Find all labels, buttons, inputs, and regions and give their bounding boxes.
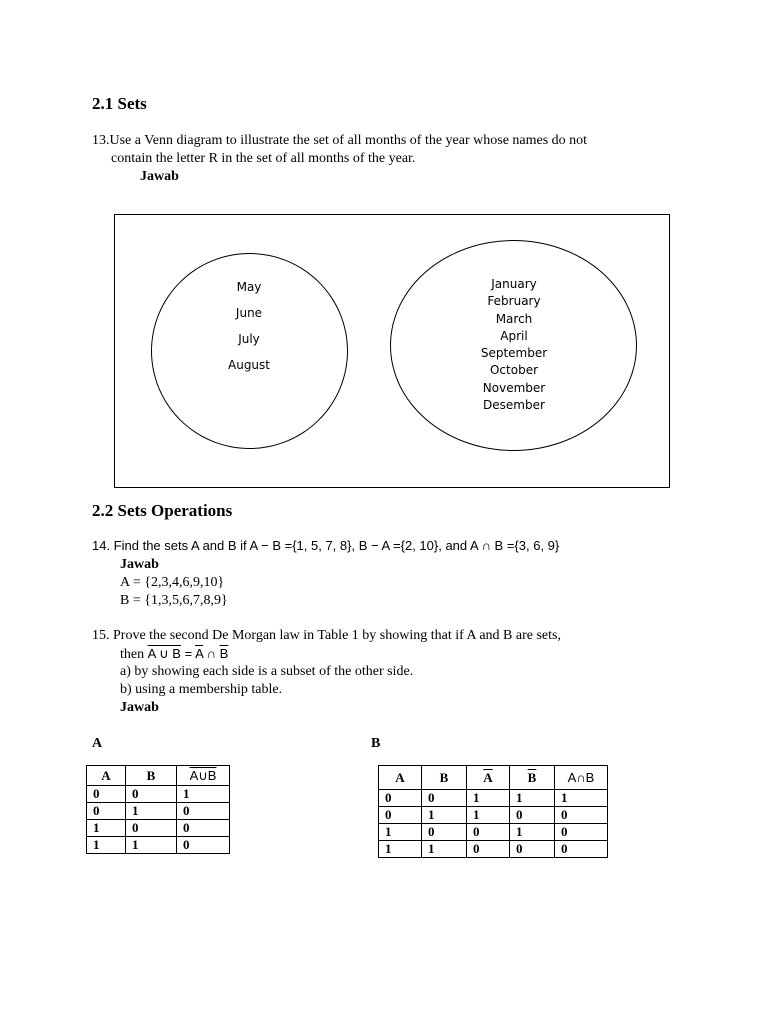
- table-row: [87, 786, 230, 803]
- section-heading-sets: 2.1 Sets: [92, 94, 147, 113]
- table-cell: 0: [87, 803, 126, 820]
- table-cell: 1: [555, 790, 608, 807]
- table-cell: 0: [555, 841, 608, 858]
- venn-month: April: [500, 328, 528, 343]
- equals-sign: =: [180, 646, 196, 661]
- venn-month: Desember: [483, 398, 545, 413]
- header-b: B: [126, 766, 177, 786]
- table-cell: 1: [126, 837, 177, 854]
- venn-right-set: [462, 276, 566, 414]
- table-cell: 0: [422, 790, 467, 807]
- rhs-b-complement: $\overline{B}$: [219, 646, 229, 661]
- venn-month: August: [228, 358, 270, 372]
- table-cell: 0: [555, 807, 608, 824]
- table-cell: 1: [379, 841, 422, 858]
- answer-set-a: A = {2,3,4,6,9,10}: [120, 575, 225, 590]
- venn-month: September: [480, 346, 548, 361]
- table-cell: 0: [177, 820, 230, 837]
- question-14: 14. Find the sets A and B if A − B ={1, 5, 7, 8}, B − A ={2, 10}, and A ∩ B ={3, 6, 9}: [92, 538, 560, 553]
- table-cell: 1: [510, 824, 555, 841]
- header-a-complement-intersection-b-complement: A∩B: [555, 766, 608, 790]
- membership-table-b: [378, 765, 608, 858]
- table-cell: 0: [87, 786, 126, 803]
- rhs-a-complement: $\overline{A}$: [195, 646, 204, 661]
- table-cell: 1: [177, 786, 230, 803]
- question-13-line2: contain the letter R in the set of all months of the year.: [111, 151, 416, 166]
- header-b: B: [422, 766, 467, 790]
- table-cell: 1: [422, 807, 467, 824]
- table-cell: 0: [126, 786, 177, 803]
- header-a-complement: $\overline{A}$: [467, 766, 510, 790]
- table-cell: 1: [467, 790, 510, 807]
- table-cell: 0: [422, 824, 467, 841]
- membership-table-a: [86, 765, 230, 854]
- question-13-line1: 13.Use a Venn diagram to illustrate the set of all months of the year whose names do not: [92, 133, 588, 148]
- jawab-14: Jawab: [120, 557, 159, 572]
- section-heading-operations: 2.2 Sets Operations: [92, 501, 233, 520]
- venn-diagram: [114, 214, 670, 488]
- table-cell: 0: [510, 841, 555, 858]
- table-cell: 0: [555, 824, 608, 841]
- table-row: [379, 824, 608, 841]
- then-text: then: [120, 647, 145, 662]
- table-row: [379, 841, 608, 858]
- table-cell: 0: [510, 807, 555, 824]
- question-15-part-b: b) using a membership table.: [120, 682, 283, 697]
- table-cell: 0: [126, 820, 177, 837]
- table-cell: 0: [177, 837, 230, 854]
- lhs-complement: A ∪ B: [147, 646, 181, 661]
- table-cell: 0: [467, 841, 510, 858]
- jawab-13: Jawab: [140, 169, 179, 184]
- venn-month: July: [238, 332, 260, 346]
- table-cell: 0: [467, 824, 510, 841]
- venn-month: November: [482, 380, 546, 395]
- question-15-formula: [120, 645, 228, 664]
- table-row: [87, 820, 230, 837]
- header-a: A: [87, 766, 126, 786]
- venn-month: March: [495, 311, 533, 326]
- table-cell: 1: [379, 824, 422, 841]
- table-row: [87, 837, 230, 854]
- table-row: [87, 803, 230, 820]
- table-cell: 1: [510, 790, 555, 807]
- answer-set-b: B = {1,3,5,6,7,8,9}: [120, 593, 228, 608]
- venn-month: February: [487, 294, 541, 309]
- table-cell: 1: [126, 803, 177, 820]
- venn-month: January: [491, 277, 537, 291]
- venn-left-set: [199, 278, 299, 382]
- table-cell: 1: [87, 820, 126, 837]
- table-cell: 0: [177, 803, 230, 820]
- intersection-sign: ∩: [203, 646, 220, 661]
- table-row: [379, 807, 608, 824]
- jawab-15: Jawab: [120, 700, 159, 715]
- question-15-line1: 15. Prove the second De Morgan law in Table 1 by showing that if A and B are sets,: [92, 628, 561, 643]
- table-cell: 0: [379, 807, 422, 824]
- header-a-union-b-complement: A∪B: [177, 766, 230, 786]
- table-cell: 1: [87, 837, 126, 854]
- table-a-label: A: [92, 736, 103, 751]
- header-b-complement: $\overline{B}$: [510, 766, 555, 790]
- question-15-part-a: a) by showing each side is a subset of the other side.: [120, 664, 414, 679]
- table-cell: 1: [422, 841, 467, 858]
- table-row: [379, 790, 608, 807]
- venn-month: May: [236, 280, 262, 294]
- header-a: A: [379, 766, 422, 790]
- venn-month: June: [235, 306, 263, 320]
- venn-month: October: [489, 363, 539, 378]
- table-b-label: B: [371, 736, 381, 751]
- table-cell: 0: [379, 790, 422, 807]
- table-cell: 1: [467, 807, 510, 824]
